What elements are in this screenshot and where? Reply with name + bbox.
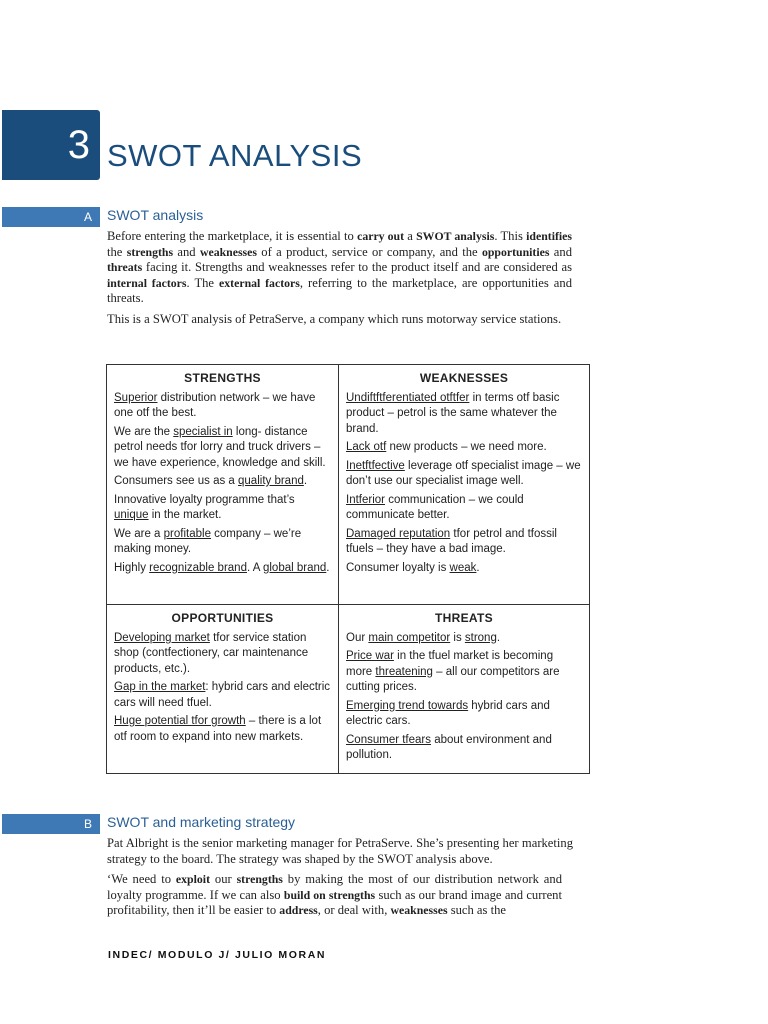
text-run: , or deal with, [317,903,391,917]
swot-item [346,440,582,456]
text-run: company – we’re making money. [114,527,302,555]
text-run: . [326,561,330,574]
text-run: in the tfuel market is becoming more [346,650,554,678]
underlined-phrase: Lack otf [346,441,387,453]
text-run: our [210,872,237,886]
swot-item [114,680,331,711]
text-run: Before entering the marketplace, it is essential to [107,229,358,243]
section-a-title: SWOT analysis [107,207,204,223]
text-run: distribution network – we have one otf the best. [114,391,316,419]
opportunities-heading: OPPORTUNITIES [171,611,274,625]
underlined-phrase: strong [464,631,497,644]
underlined-phrase: unique [114,509,149,521]
section-b-letter: B [83,817,92,831]
strengths-heading: STRENGTHS [184,371,261,385]
bold-term: identifies [526,229,572,243]
swot-item [114,527,331,558]
underlined-phrase: threatening [375,665,433,678]
text-run: – all our competitors are cutting prices. [346,665,560,693]
text-run: : hybrid cars and electric cars will need tfuel. [114,681,331,709]
text-run: We are a [114,527,164,540]
text-run: a [404,229,417,243]
swot-item [346,733,582,764]
text-run: Consumer loyalty is [346,561,450,574]
section-b-bar [2,814,100,834]
text-run: is [450,631,465,644]
text-run: Highly [114,561,150,574]
underlined-phrase: Consumer tfears [346,733,432,746]
bold-term: external factors [219,275,300,290]
text-run: . A [246,561,263,574]
text-run: Innovative loyalty programme that’s [114,493,295,506]
bold-term: strengths [236,872,283,886]
swot-item [114,425,331,472]
underlined-phrase: Price war [346,650,394,662]
underlined-phrase: Developing market [114,631,210,644]
text-run: tfor petrol and tfossil tfuels – they have a bad image. [346,527,557,555]
text-run: tfor service station shop (contfectionery, car maintenance products, etc.). [114,631,309,675]
text-run: about environment and pollution. [346,733,552,761]
swot-item [346,527,582,558]
text-run: by making the most of our distribution network and loyalty programme. If we can also [107,872,562,902]
swot-item [346,631,582,647]
section-a-petraserve-line: This is a SWOT analysis of PetraServe, a company which runs motorway service stations. [107,312,562,326]
threats-heading: THREATS [435,611,493,625]
underlined-phrase: Emerging trend towards [346,699,469,712]
swot-item [346,561,582,577]
section-a-bar [2,207,100,227]
underlined-phrase: profitable [163,527,211,540]
text-run: hybrid cars and electric cars. [346,699,550,727]
text-run: Our [346,631,369,644]
bold-term: build on strengths [283,887,376,902]
text-run: Consumers see us as a [114,475,239,487]
underlined-phrase: Damaged reputation [346,527,451,540]
bold-term: weaknesses [199,244,257,259]
text-run: . The [186,275,220,290]
underlined-phrase: Gap in the market [114,681,206,693]
unit-title: SWOT ANALYSIS [107,138,363,173]
text-run: . [496,631,501,644]
text-run: . [476,561,480,574]
threats-cell [339,605,589,773]
swot-item [346,699,582,730]
text-run: in the market. [148,509,222,521]
bold-term: opportunities [481,244,550,259]
swot-item [114,493,331,524]
bold-term: internal factors [107,275,187,290]
weaknesses-cell [339,365,589,605]
swot-item [114,474,331,490]
swot-table [106,364,590,774]
bold-term: weaknesses [390,903,448,917]
text-run: in terms otf basic product – petrol is the same whatever the brand. [346,391,560,435]
swot-item [114,561,331,577]
unit-number-box [2,110,100,180]
text-run: ‘We need to [107,872,176,886]
swot-item [346,391,582,438]
text-run: long- distance petrol needs tfor lorry and truck drivers – we have experience, knowledge and skill. [114,425,326,469]
strengths-list [114,391,331,577]
bold-term: address [279,903,318,917]
swot-item [114,714,331,745]
opportunities-list [114,631,331,746]
section-a-intro [107,229,572,307]
text-run: such as the [447,903,506,917]
text-run: – there is a lot otf room to expand into new markets. [114,715,322,743]
underlined-phrase: Huge potential tfor growth [114,715,246,727]
section-a-letter: A [83,210,92,224]
underlined-phrase: Inetftfective [346,459,405,472]
text-run: , referring to the marketplace, are opportunities and threats. [107,275,572,305]
underlined-phrase: recognizable brand [149,561,247,574]
bold-term: exploit [175,872,210,886]
unit-number: 3 [67,122,90,167]
text-run: facing it. Strengths and weaknesses refer to the product itself and are considered as [142,260,572,274]
bold-term: carry out [357,229,405,243]
underlined-phrase: weak [449,561,477,574]
bold-term: threats [107,260,143,274]
swot-item [346,649,582,696]
weaknesses-heading: WEAKNESSES [419,371,509,385]
bold-term: strengths [126,244,174,259]
underlined-phrase: global brand [262,561,327,574]
strengths-cell [107,365,339,605]
swot-item [346,493,582,524]
text-run: new products – we need more. [386,441,547,453]
footer-credit: INDEC/ MODULO J/ JULIO MORAN [108,949,327,961]
text-run: communication – we could communicate better. [346,493,524,521]
underlined-phrase: Intferior [346,493,385,506]
opportunities-cell [107,605,339,773]
underlined-phrase: Superior [114,391,158,404]
section-b-intro: Pat Albright is the senior marketing manager for PetraServe. She’s presenting her marketing strategy to the board. The strategy was shaped by the SWOT analysis above. [107,836,573,866]
text-run: of a product, service or company, and the [256,244,482,259]
text-run: the [107,244,127,259]
text-run: such as our brand image and current profitability, then it’ll be easier to [107,887,562,917]
swot-item [114,631,331,678]
bold-term: SWOT analysis [416,229,495,243]
swot-item [114,391,331,422]
section-b-title: SWOT and marketing strategy [107,814,296,830]
section-b-quote [107,872,562,919]
swot-item [346,459,582,490]
text-run: . [303,475,308,487]
underlined-phrase: main competitor [368,631,451,644]
weaknesses-list [346,391,582,577]
underlined-phrase: quality brand [238,475,304,487]
text-run: . This [494,229,527,243]
text-run: leverage otf specialist image – we don’t use our specialist image well. [346,459,581,487]
threats-list [346,631,582,764]
text-run: and [549,244,572,259]
text-run: We are the [114,425,174,438]
text-run: and [173,244,200,259]
underlined-phrase: Undiftftferentiated otftfer [346,391,470,404]
underlined-phrase: specialist in [173,425,233,438]
